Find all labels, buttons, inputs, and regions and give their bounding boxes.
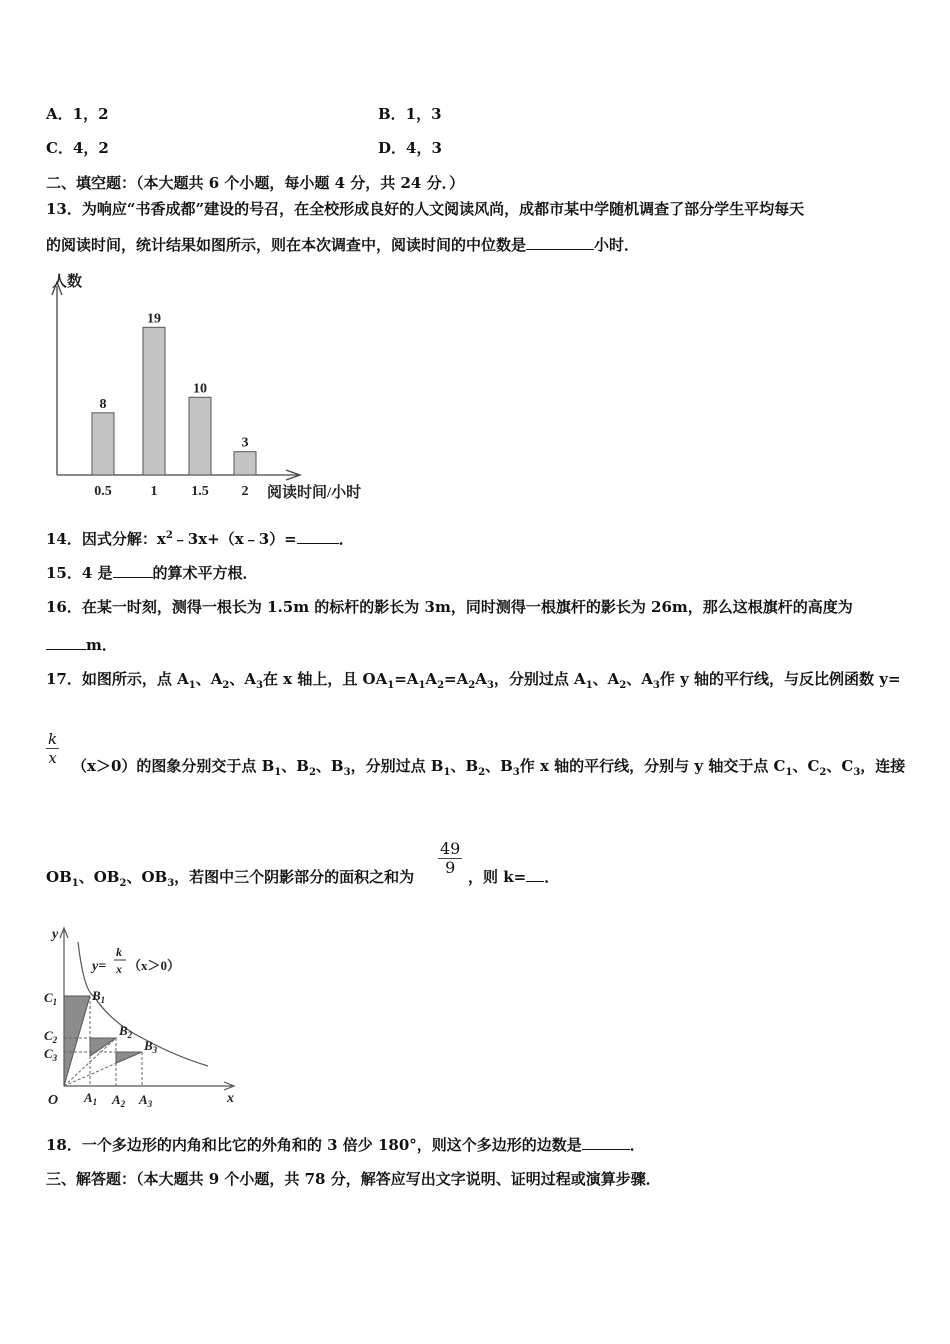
q17-text: A xyxy=(475,670,487,688)
subscript: 2 xyxy=(222,680,230,691)
hyperbola-figure xyxy=(40,922,245,1112)
subscript: 3 xyxy=(853,767,861,778)
fraction-numerator: 49 xyxy=(440,839,461,858)
q17-text: =A xyxy=(444,670,469,688)
fraction-denominator: x xyxy=(48,749,57,767)
q17-line1-text: 17．如图所示，点 A xyxy=(46,670,189,688)
q16-end: m． xyxy=(86,636,117,654)
fig-x-label: x xyxy=(227,1091,234,1106)
subscript: 2 xyxy=(819,767,827,778)
bar-series xyxy=(92,311,256,499)
bar-1 xyxy=(143,327,165,475)
q14-end: ． xyxy=(338,530,354,548)
section-3-heading: 三、解答题：（本大题共 9 个小题，共 78 分，解答应写出文字说明、证明过程或演算步骤． xyxy=(46,1170,661,1188)
q17-text: ，连接 xyxy=(860,757,906,775)
label-b2: $B_2$ xyxy=(119,1023,133,1040)
q14 xyxy=(46,528,354,549)
q13-line1: 13．为响应“书香成都”建设的号召，在全校形成良好的人文阅读风尚，成都市某中学随机调查了部分学生平均每天 xyxy=(46,200,805,218)
q17-area-fraction xyxy=(438,840,462,877)
subscript: 2 xyxy=(619,680,627,691)
q17-text: A xyxy=(425,670,438,688)
option-a: A．1，2 xyxy=(46,105,109,123)
x-tick-label: 1 xyxy=(150,484,158,499)
q13-text: 的阅读时间，统计结果如图所示，则在本次调查中，阅读时间的中位数是 xyxy=(46,236,527,254)
q17-text: 、B xyxy=(485,757,513,775)
q16-line2 xyxy=(46,634,117,655)
subscript: 3 xyxy=(512,767,520,778)
q18-answer-blank[interactable] xyxy=(582,1135,630,1150)
q18-prefix: 18．一个多边形的内角和比它的外角和的 3 倍少 180°，则这个多边形的边数是 xyxy=(46,1136,582,1154)
subscript: 1 xyxy=(785,767,793,778)
subscript: 1 xyxy=(443,767,451,778)
q17-text: （x＞0）的图象分别交于点 B xyxy=(72,757,275,775)
shaded-region-2 xyxy=(90,1038,116,1056)
q17-text: OB xyxy=(46,868,72,886)
q17-text: ． xyxy=(544,868,560,886)
label-a2: $A_2$ xyxy=(112,1092,126,1109)
x-axis-label: 阅读时间/小时 xyxy=(267,485,362,501)
q17-text: 、B xyxy=(450,757,479,775)
q17-text: ，若图中三个阴影部分的面积之和为 xyxy=(174,868,415,886)
subscript: 2 xyxy=(119,878,127,889)
fraction-numerator: k xyxy=(48,730,58,748)
q13-answer-blank[interactable] xyxy=(526,235,594,250)
subscript: 1 xyxy=(71,878,79,889)
bar-value-label: 8 xyxy=(99,396,107,412)
q17-text: 、A xyxy=(626,670,653,688)
q17-line1 xyxy=(46,668,901,691)
q17-text: 、C xyxy=(792,757,820,775)
section-2-heading: 二、填空题：（本大题共 6 个小题，每小题 4 分，共 24 分．） xyxy=(46,174,465,192)
bar-value-label: 19 xyxy=(147,311,161,327)
fig-func-prefix: y= xyxy=(92,959,107,974)
q17-text: 、A xyxy=(195,670,223,688)
q16-answer-blank[interactable] xyxy=(46,635,86,650)
q13-text-end: 小时． xyxy=(594,236,640,254)
subscript: 3 xyxy=(343,767,351,778)
bar-value-label: 3 xyxy=(241,435,249,451)
q17-text: 、OB xyxy=(126,868,168,886)
x-tick-label: 0.5 xyxy=(94,484,112,499)
q15 xyxy=(46,562,258,583)
q17-answer-blank[interactable] xyxy=(526,867,544,882)
fig-origin-label: O xyxy=(48,1093,59,1108)
q17-line3 xyxy=(46,866,414,889)
q15-answer-blank[interactable] xyxy=(113,563,153,578)
subscript: 3 xyxy=(167,878,175,889)
option-d: D．4，3 xyxy=(378,139,442,157)
line-ob3 xyxy=(64,1052,142,1086)
q14-prefix: 14．因式分解：x xyxy=(46,530,166,548)
subscript: 2 xyxy=(478,767,486,778)
q14-rest: ﹣3x+（x﹣3）= xyxy=(172,530,297,548)
label-c1: $C_1$ xyxy=(44,990,58,1007)
q16-line1: 16．在某一时刻，测得一根长为 1.5m 的标杆的影长为 3m，同时测得一根旗杆的影长为 26m，那么这根旗杆的高度为 xyxy=(46,598,853,616)
subscript: 1 xyxy=(274,767,282,778)
y-axis-label: 人数 xyxy=(52,274,83,290)
q17-text: ，分别过点 A xyxy=(493,670,586,688)
q17-text: 、B xyxy=(315,757,344,775)
q15-prefix: 15．4 是 xyxy=(46,564,113,582)
q18-end: ． xyxy=(629,1136,645,1154)
subscript: 2 xyxy=(437,680,445,691)
q17-text: 、C xyxy=(826,757,854,775)
subscript: 3 xyxy=(255,680,263,691)
subscript: 2 xyxy=(308,767,316,778)
q14-exponent: 2 xyxy=(165,530,173,541)
q14-answer-blank[interactable] xyxy=(297,529,339,544)
label-b3: $B_3$ xyxy=(144,1038,158,1055)
q17-text: 、B xyxy=(281,757,309,775)
subscript: 1 xyxy=(585,680,593,691)
label-c3: $C_3$ xyxy=(44,1046,58,1063)
subscript: 1 xyxy=(418,680,426,691)
q17-fraction-k-over-x xyxy=(46,730,59,767)
q17-line3-end xyxy=(468,866,559,887)
reading-time-bar-chart xyxy=(40,268,380,506)
q17-text: 、A xyxy=(229,670,256,688)
q17-line2 xyxy=(72,755,905,778)
subscript: 3 xyxy=(486,680,494,691)
q17-text: ，分别过点 B xyxy=(350,757,444,775)
q17-text: =A xyxy=(394,670,419,688)
subscript: 3 xyxy=(652,680,660,691)
subscript: 1 xyxy=(188,680,196,691)
q18 xyxy=(46,1134,645,1155)
q13-line2 xyxy=(46,234,639,255)
q17-text: 作 x 轴的平行线，分别与 y 轴交于点 C xyxy=(519,757,786,775)
q17-text: 、A xyxy=(592,670,620,688)
label-a1: $A_1$ xyxy=(84,1090,98,1107)
fig-func-den: x xyxy=(116,962,122,976)
fraction-denominator: 9 xyxy=(445,858,456,877)
subscript: 1 xyxy=(387,680,395,691)
q15-end: 的算术平方根． xyxy=(152,564,258,582)
label-a3: $A_3$ xyxy=(139,1092,153,1109)
bar-0.5 xyxy=(92,413,114,475)
option-c: C．4，2 xyxy=(46,139,109,157)
q17-text: 在 x 轴上，且 OA xyxy=(262,670,388,688)
subscript: 2 xyxy=(468,680,476,691)
bar-2 xyxy=(234,452,256,475)
bar-value-label: 10 xyxy=(193,381,207,397)
label-c2: $C_2$ xyxy=(44,1028,58,1045)
q17-text: 作 y 轴的平行线，与反比例函数 y= xyxy=(659,670,901,688)
x-tick-label: 2 xyxy=(241,484,249,499)
bar-1.5 xyxy=(189,397,211,475)
shaded-region-1 xyxy=(64,996,90,1086)
fig-func-cond: （x＞0） xyxy=(128,958,181,973)
q17-text: ，则 k= xyxy=(468,868,527,886)
option-b: B．1，3 xyxy=(378,105,442,123)
q17-text: 、OB xyxy=(78,868,120,886)
x-tick-label: 1.5 xyxy=(191,484,209,499)
fig-func-num: k xyxy=(116,945,122,959)
fig-y-label: y xyxy=(52,927,59,942)
label-b1: $B_1$ xyxy=(92,988,106,1005)
